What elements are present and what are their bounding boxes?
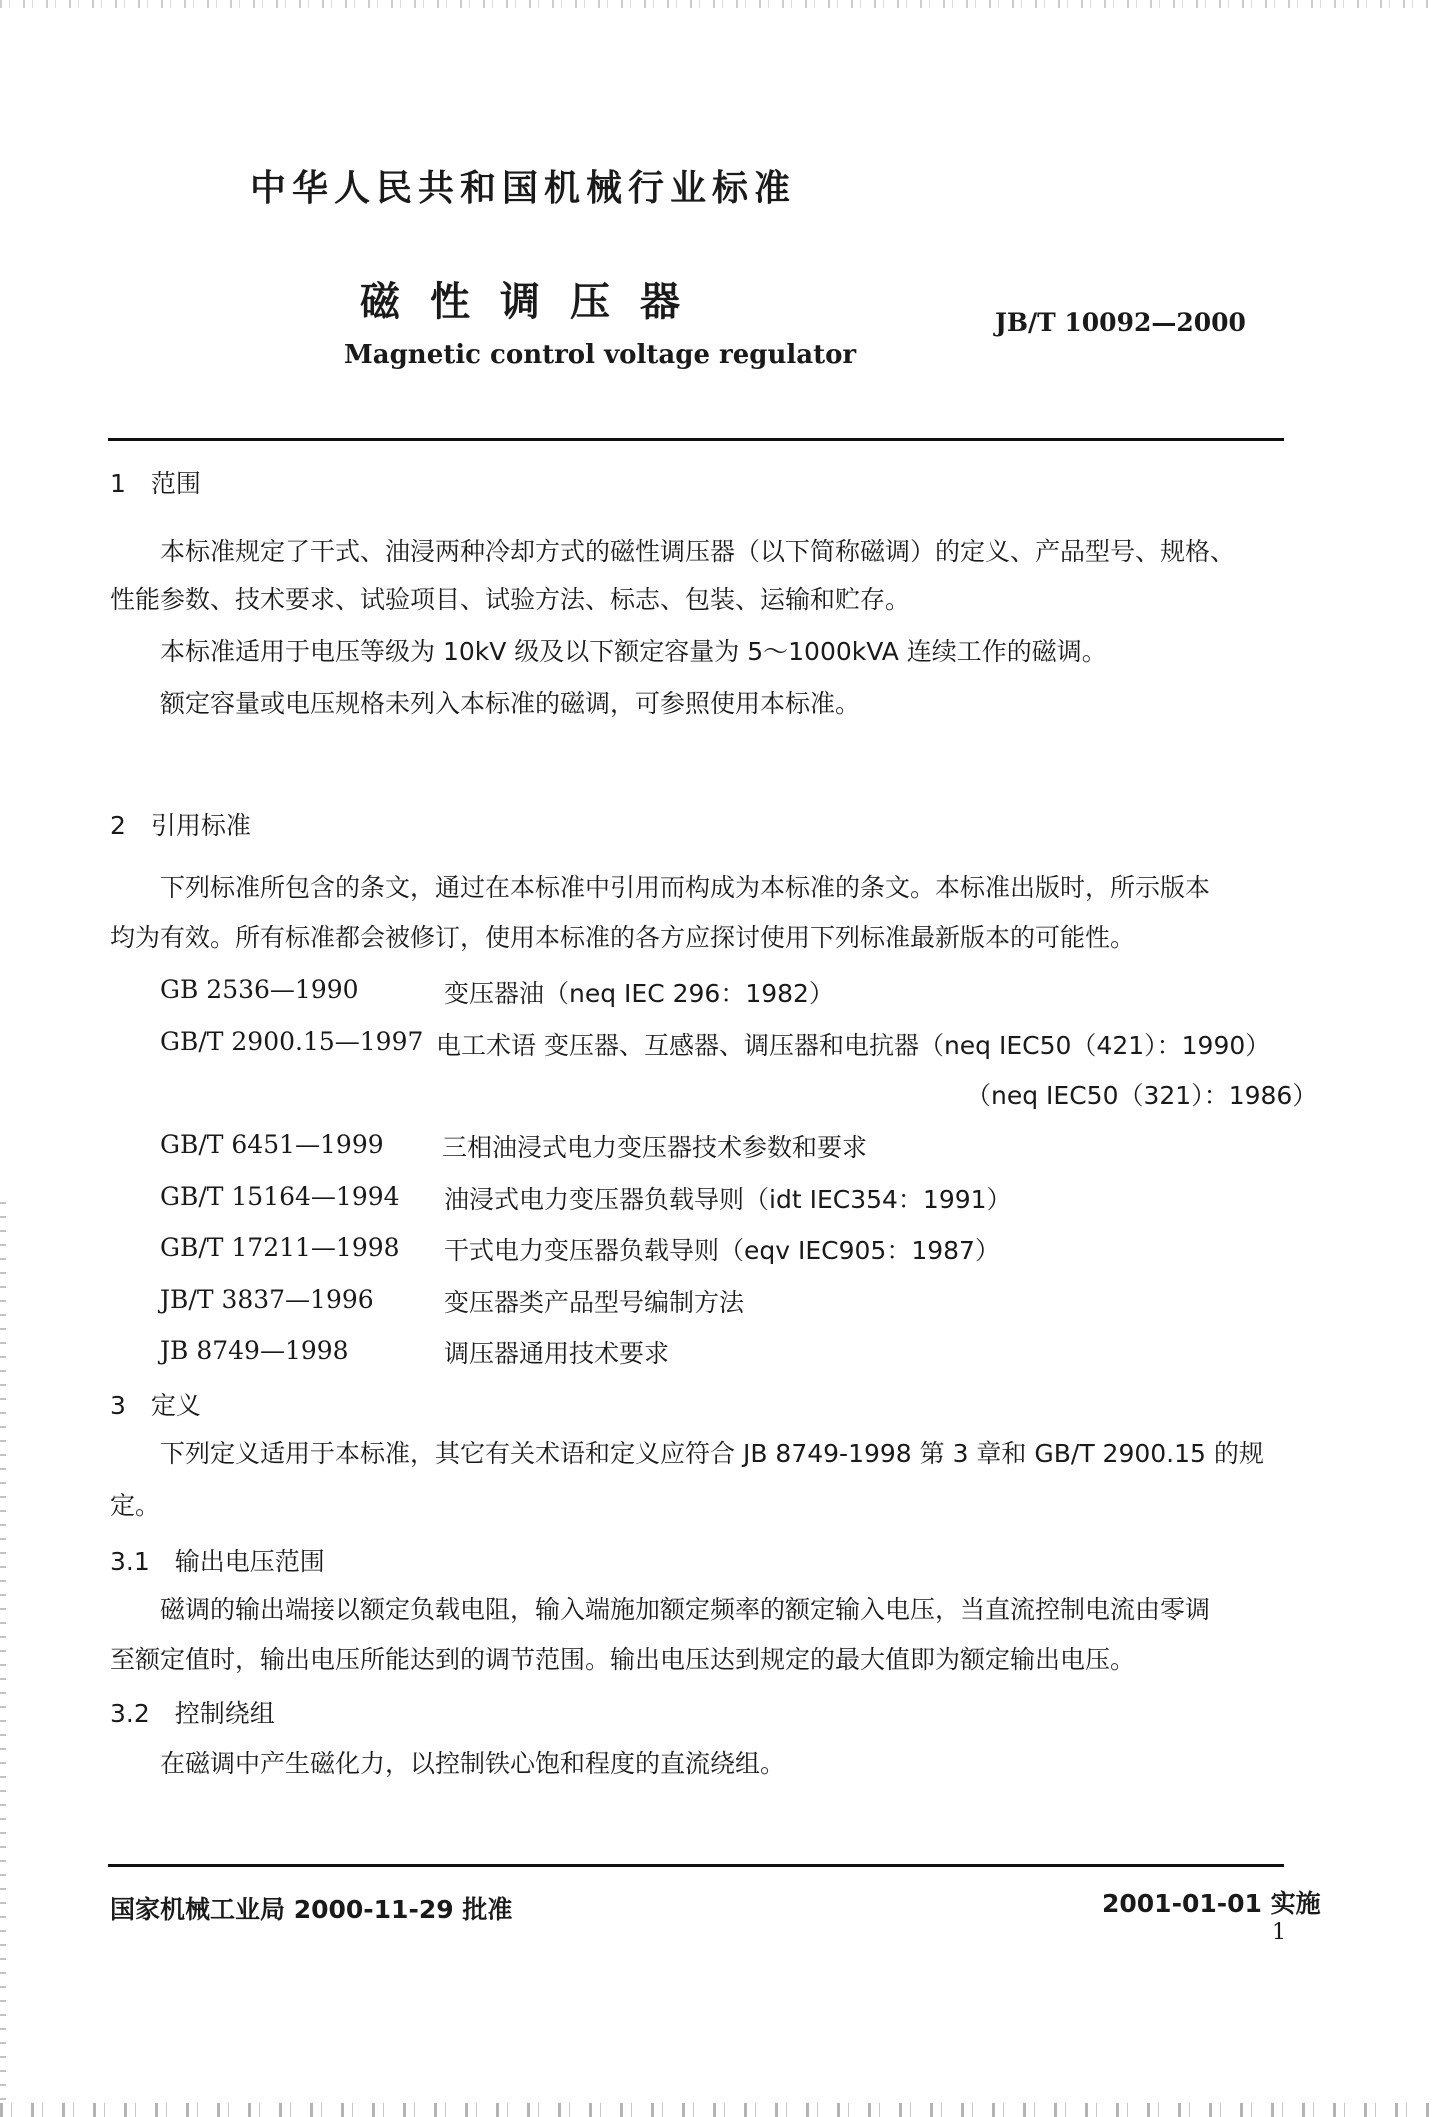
section-1-paragraph-1a: 本标准规定了干式、油浸两种冷却方式的磁性调压器（以下简称磁调）的定义、产品型号、规格、 xyxy=(160,537,1236,566)
subsection-3-2-paragraph: 在磁调中产生磁化力，以控制铁心饱和程度的直流绕组。 xyxy=(160,1749,786,1778)
section-1-paragraph-1b: 性能参数、技术要求、试验项目、试验方法、标志、包装、运输和贮存。 xyxy=(110,585,911,614)
section-1-paragraph-2: 本标准适用于电压等级为 10kV 级及以下额定容量为 5～1000kVA 连续工作的磁调。 xyxy=(160,637,1107,666)
section-1-heading: 1 范围 xyxy=(110,469,201,498)
reference-title: 变压器油（neq IEC 296：1982） xyxy=(444,979,834,1008)
document-title-en: Magnetic control voltage regulator xyxy=(344,340,857,370)
reference-code: GB/T 15164—1994 xyxy=(160,1182,400,1211)
subsection-3-2-heading: 3.2 控制绕组 xyxy=(110,1699,275,1728)
section-3-paragraph-1b: 定。 xyxy=(110,1491,161,1520)
reference-title: 调压器通用技术要求 xyxy=(444,1339,670,1368)
section-2-paragraph-1b: 均为有效。所有标准都会被修订，使用本标准的各方应探讨使用下列标准最新版本的可能性。 xyxy=(110,923,1136,952)
reference-title: 三相油浸式电力变压器技术参数和要求 xyxy=(442,1133,868,1162)
subsection-3-1-heading: 3.1 输出电压范围 xyxy=(110,1547,325,1576)
reference-code: GB 2536—1990 xyxy=(160,975,359,1004)
section-2-paragraph-1a: 下列标准所包含的条文，通过在本标准中引用而构成为本标准的条文。本标准出版时，所示版本 xyxy=(160,873,1211,902)
reference-title-continued: （neq IEC50（321）：1986） xyxy=(966,1081,1318,1110)
header-divider xyxy=(108,438,1284,441)
subsection-3-1-paragraph-b: 至额定值时，输出电压所能达到的调节范围。输出电压达到规定的最大值即为额定输出电压。 xyxy=(110,1645,1136,1674)
section-3-paragraph-1a: 下列定义适用于本标准，其它有关术语和定义应符合 JB 8749-1998 第 3 章和 GB/T 2900.15 的规 xyxy=(160,1439,1264,1468)
reference-code: GB/T 2900.15—1997 xyxy=(160,1027,424,1056)
scan-noise-left xyxy=(0,1200,6,2100)
page-number: 1 xyxy=(1272,1920,1286,1945)
reference-code: GB/T 6451—1999 xyxy=(160,1130,384,1159)
document-title-cn: 磁性调压器 xyxy=(360,279,710,325)
section-2-heading: 2 引用标准 xyxy=(110,811,251,840)
subsection-3-1-paragraph-a: 磁调的输出端接以额定负载电阻，输入端施加额定频率的额定输入电压，当直流控制电流由零调 xyxy=(160,1595,1211,1624)
scan-noise-top xyxy=(0,0,1432,8)
reference-code: JB 8749—1998 xyxy=(160,1336,349,1365)
reference-code: GB/T 17211—1998 xyxy=(160,1233,400,1262)
section-1-paragraph-3: 额定容量或电压规格未列入本标准的磁调，可参照使用本标准。 xyxy=(160,689,861,718)
footer-divider xyxy=(108,1864,1284,1867)
reference-title: 油浸式电力变压器负载导则（idt IEC354：1991） xyxy=(444,1185,1012,1214)
standard-number: JB/T 10092—2000 xyxy=(995,308,1246,337)
scan-noise-bottom xyxy=(0,2103,1432,2117)
issuing-organization: 中华人民共和国机械行业标准 xyxy=(250,168,797,209)
effective-date: 2001-01-01 实施 xyxy=(1102,1889,1321,1918)
approval-line: 国家机械工业局 2000-11-29 批准 xyxy=(110,1895,513,1924)
reference-title: 干式电力变压器负载导则（eqv IEC905：1987） xyxy=(444,1236,1000,1265)
reference-title: 电工术语 变压器、互感器、调压器和电抗器（neq IEC50（421）：1990） xyxy=(436,1031,1271,1060)
section-3-heading: 3 定义 xyxy=(110,1391,201,1420)
reference-code: JB/T 3837—1996 xyxy=(160,1285,374,1314)
reference-title: 变压器类产品型号编制方法 xyxy=(444,1288,745,1317)
